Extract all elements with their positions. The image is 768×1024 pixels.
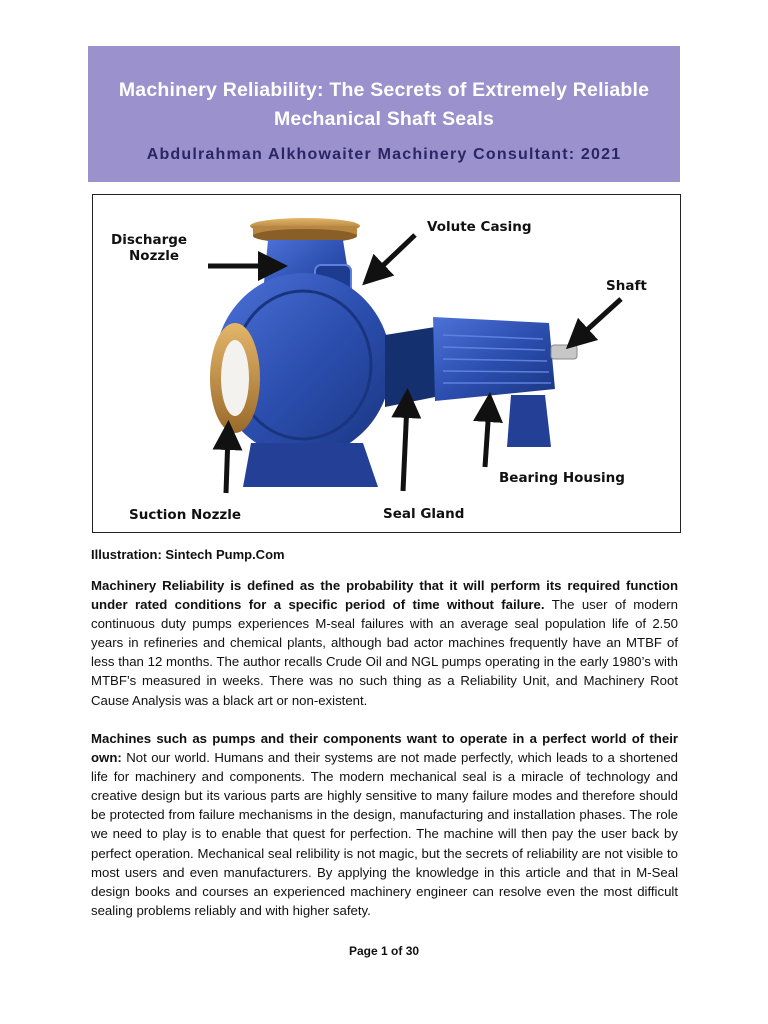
pump-shaft (551, 345, 577, 359)
paragraph-reliability-definition (91, 576, 678, 710)
page-current: 1 (380, 944, 388, 958)
paragraph1-body: The user of modern continuous duty pumps experiences M-seal failures with an average seal population life of 2.50 years in refineries and chemical plants, although bad actor machines frequently have an MTBF of less than 12 months. The author recalls Crude Oil and NGL pumps operating in the early 1980’s with MTBF’s measured in weeks. There was no such thing as a Reliability Unit, and Machinery Root Cause Analysis was a black art or non-existent. (91, 597, 678, 708)
suction-flange (210, 323, 260, 433)
document-title: Machinery Reliability: The Secrets of Extremely Reliable Mechanical Shaft Seals (118, 79, 650, 130)
seal-chamber (385, 327, 435, 407)
page-footer (0, 944, 768, 958)
casing-foot (243, 443, 378, 487)
label-volute-casing: Volute Casing (427, 219, 532, 235)
label-shaft: Shaft (606, 278, 647, 294)
label-suction-nozzle: Suction Nozzle (129, 507, 242, 523)
of-label: of (391, 944, 403, 958)
page-total: 30 (405, 944, 420, 958)
paragraph-perfect-world (91, 729, 678, 920)
label-discharge-line2: Nozzle (129, 248, 180, 264)
title-banner (88, 46, 680, 182)
paragraph2-lead: Machines such as pumps and their components want to operate in a perfect world of their own: (91, 731, 678, 766)
label-discharge-line1: Discharge (111, 232, 188, 248)
pump-illustration (92, 194, 681, 533)
label-bearing-housing: Bearing Housing (499, 470, 625, 486)
paragraph1-lead: Machinery Reliability is defined as the probability that it will perform its required function under rated conditions for a specific period of time without failure. (91, 578, 678, 613)
bearing-foot (507, 395, 551, 447)
figure-caption: Illustration: Sintech Pump.Com (91, 547, 285, 562)
paragraph2-body: Not our world. Humans and their systems are not made perfectly, which leads to a shortened life for machinery and components. The modern mechanical seal is a miracle of technology and creative design but its various parts are highly sensitive to many failure modes and therefore should be protected from failure mechanisms in the design, manufacturing and installation phases. The role we need to play is to enable that quest for perfection. The machine will then pay the user back by perfect operation. Mechanical seal relibility is not magic, but the secrets of reliability are not visible to most users and even manufacturers. By applying the knowledge in this article and that in M-Seal design books and courses an experienced machinery engineer can resolve even the most difficult sealing problems reliably and with higher safety. (91, 750, 678, 918)
label-seal-gland: Seal Gland (383, 506, 465, 522)
discharge-flange (250, 218, 360, 243)
page-label: Page (348, 944, 378, 958)
document-author-line: Abdulrahman Alkhowaiter Machinery Consultant: 2021 (146, 146, 622, 163)
